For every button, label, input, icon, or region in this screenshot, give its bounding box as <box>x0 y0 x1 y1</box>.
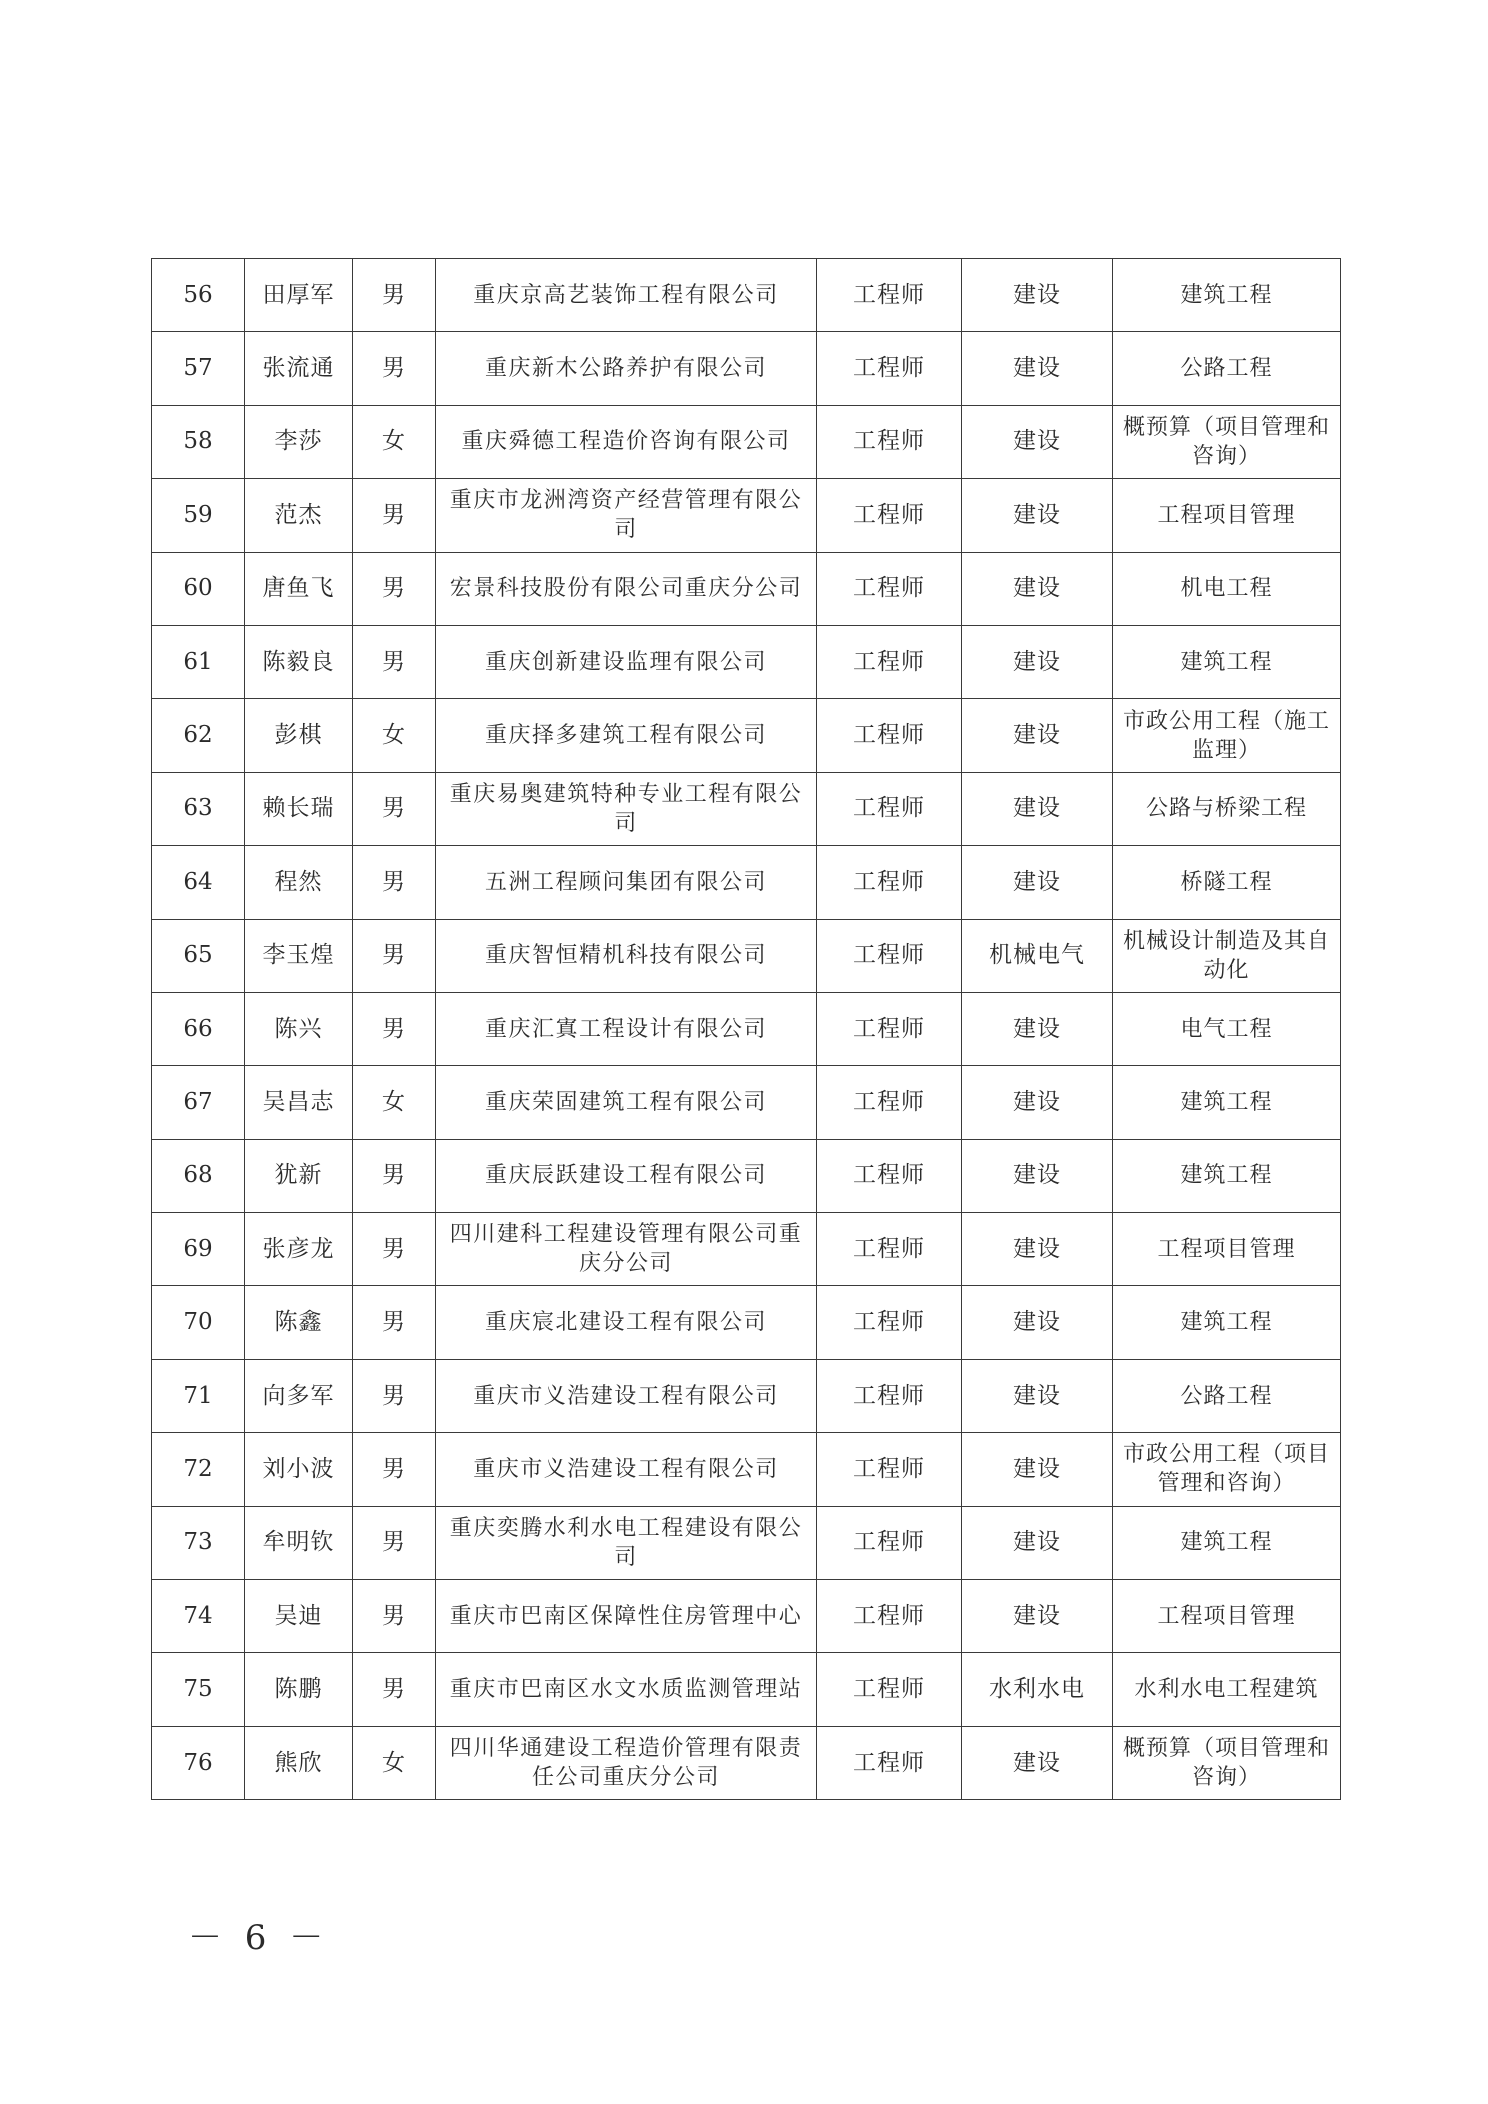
table-row <box>152 1506 1341 1579</box>
professional-title: 工程师 <box>817 1506 962 1579</box>
table-row <box>152 919 1341 992</box>
professional-title: 工程师 <box>817 1286 962 1359</box>
company-name: 重庆京高艺装饰工程有限公司 <box>436 259 817 332</box>
table-row <box>152 332 1341 405</box>
roster-body <box>152 259 1341 1800</box>
person-name: 唐鱼飞 <box>245 552 353 625</box>
professional-title: 工程师 <box>817 1066 962 1139</box>
row-number: 60 <box>152 552 245 625</box>
company-name: 重庆创新建设监理有限公司 <box>436 625 817 698</box>
company-name: 重庆市义浩建设工程有限公司 <box>436 1359 817 1432</box>
specialty: 市政公用工程（施工监理） <box>1113 699 1341 772</box>
company-name: 重庆奕腾水利水电工程建设有限公司 <box>436 1506 817 1579</box>
title-series: 建设 <box>962 1066 1113 1139</box>
specialty: 建筑工程 <box>1113 1506 1341 1579</box>
title-series: 建设 <box>962 992 1113 1065</box>
specialty: 电气工程 <box>1113 992 1341 1065</box>
table-row <box>152 1726 1341 1799</box>
row-number: 57 <box>152 332 245 405</box>
specialty: 建筑工程 <box>1113 1139 1341 1212</box>
person-name: 吴迪 <box>245 1580 353 1653</box>
title-series: 建设 <box>962 332 1113 405</box>
company-name: 重庆市龙洲湾资产经营管理有限公司 <box>436 479 817 552</box>
person-name: 李莎 <box>245 405 353 478</box>
professional-title: 工程师 <box>817 1213 962 1286</box>
professional-title: 工程师 <box>817 846 962 919</box>
gender: 男 <box>353 772 436 845</box>
row-number: 67 <box>152 1066 245 1139</box>
person-name: 陈兴 <box>245 992 353 1065</box>
person-name: 张流通 <box>245 332 353 405</box>
professional-title: 工程师 <box>817 772 962 845</box>
table-row <box>152 699 1341 772</box>
person-name: 犹新 <box>245 1139 353 1212</box>
professional-title: 工程师 <box>817 625 962 698</box>
professional-title: 工程师 <box>817 405 962 478</box>
company-name: 重庆舜德工程造价咨询有限公司 <box>436 405 817 478</box>
specialty: 公路与桥梁工程 <box>1113 772 1341 845</box>
title-series: 建设 <box>962 1506 1113 1579</box>
professional-title: 工程师 <box>817 332 962 405</box>
gender: 男 <box>353 1580 436 1653</box>
professional-title: 工程师 <box>817 699 962 772</box>
gender: 男 <box>353 259 436 332</box>
title-series: 建设 <box>962 405 1113 478</box>
title-series: 建设 <box>962 1139 1113 1212</box>
company-name: 重庆市义浩建设工程有限公司 <box>436 1433 817 1506</box>
row-number: 76 <box>152 1726 245 1799</box>
table-row <box>152 1066 1341 1139</box>
professional-title: 工程师 <box>817 1580 962 1653</box>
professional-title: 工程师 <box>817 1433 962 1506</box>
title-series: 建设 <box>962 1359 1113 1432</box>
title-series: 建设 <box>962 1213 1113 1286</box>
gender: 男 <box>353 1433 436 1506</box>
person-name: 陈鑫 <box>245 1286 353 1359</box>
gender: 男 <box>353 1213 436 1286</box>
specialty: 公路工程 <box>1113 1359 1341 1432</box>
table-row <box>152 772 1341 845</box>
person-name: 程然 <box>245 846 353 919</box>
gender: 男 <box>353 1359 436 1432</box>
table-row <box>152 1433 1341 1506</box>
row-number: 69 <box>152 1213 245 1286</box>
page-number: － 6 － <box>188 1918 330 1958</box>
company-name: 重庆荣固建筑工程有限公司 <box>436 1066 817 1139</box>
title-series: 建设 <box>962 846 1113 919</box>
gender: 男 <box>353 625 436 698</box>
company-name: 四川华通建设工程造价管理有限责任公司重庆分公司 <box>436 1726 817 1799</box>
professional-title: 工程师 <box>817 1359 962 1432</box>
title-series: 建设 <box>962 552 1113 625</box>
title-series: 建设 <box>962 1286 1113 1359</box>
person-name: 赖长瑞 <box>245 772 353 845</box>
person-name: 熊欣 <box>245 1726 353 1799</box>
gender: 男 <box>353 1139 436 1212</box>
professional-title: 工程师 <box>817 992 962 1065</box>
specialty: 工程项目管理 <box>1113 1580 1341 1653</box>
title-series: 建设 <box>962 1433 1113 1506</box>
person-name: 范杰 <box>245 479 353 552</box>
title-series: 建设 <box>962 1726 1113 1799</box>
title-series: 机械电气 <box>962 919 1113 992</box>
row-number: 74 <box>152 1580 245 1653</box>
company-name: 重庆宸北建设工程有限公司 <box>436 1286 817 1359</box>
company-name: 重庆择多建筑工程有限公司 <box>436 699 817 772</box>
company-name: 重庆智恒精机科技有限公司 <box>436 919 817 992</box>
company-name: 宏景科技股份有限公司重庆分公司 <box>436 552 817 625</box>
gender: 男 <box>353 846 436 919</box>
person-name: 牟明钦 <box>245 1506 353 1579</box>
gender: 女 <box>353 699 436 772</box>
professional-title: 工程师 <box>817 1139 962 1212</box>
gender: 女 <box>353 405 436 478</box>
row-number: 61 <box>152 625 245 698</box>
row-number: 68 <box>152 1139 245 1212</box>
person-name: 田厚军 <box>245 259 353 332</box>
professional-title: 工程师 <box>817 479 962 552</box>
gender: 男 <box>353 919 436 992</box>
table-row <box>152 1359 1341 1432</box>
gender: 女 <box>353 1726 436 1799</box>
gender: 男 <box>353 992 436 1065</box>
gender: 男 <box>353 479 436 552</box>
gender: 男 <box>353 1286 436 1359</box>
company-name: 重庆新木公路养护有限公司 <box>436 332 817 405</box>
specialty: 机械设计制造及其自动化 <box>1113 919 1341 992</box>
specialty: 市政公用工程（项目管理和咨询） <box>1113 1433 1341 1506</box>
person-name: 吴昌志 <box>245 1066 353 1139</box>
row-number: 56 <box>152 259 245 332</box>
row-number: 62 <box>152 699 245 772</box>
table-row <box>152 992 1341 1065</box>
company-name: 重庆易奥建筑特种专业工程有限公司 <box>436 772 817 845</box>
person-name: 向多军 <box>245 1359 353 1432</box>
company-name: 四川建科工程建设管理有限公司重庆分公司 <box>436 1213 817 1286</box>
row-number: 73 <box>152 1506 245 1579</box>
specialty: 建筑工程 <box>1113 625 1341 698</box>
title-series: 建设 <box>962 699 1113 772</box>
engineer-roster-table <box>151 258 1341 1800</box>
row-number: 66 <box>152 992 245 1065</box>
table-row <box>152 405 1341 478</box>
company-name: 重庆汇寘工程设计有限公司 <box>436 992 817 1065</box>
specialty: 建筑工程 <box>1113 259 1341 332</box>
title-series: 水利水电 <box>962 1653 1113 1726</box>
company-name: 重庆辰跃建设工程有限公司 <box>436 1139 817 1212</box>
specialty: 建筑工程 <box>1113 1286 1341 1359</box>
specialty: 概预算（项目管理和咨询） <box>1113 1726 1341 1799</box>
specialty: 机电工程 <box>1113 552 1341 625</box>
table-row <box>152 1139 1341 1212</box>
row-number: 72 <box>152 1433 245 1506</box>
person-name: 李玉煌 <box>245 919 353 992</box>
person-name: 彭棋 <box>245 699 353 772</box>
title-series: 建设 <box>962 625 1113 698</box>
person-name: 张彦龙 <box>245 1213 353 1286</box>
row-number: 70 <box>152 1286 245 1359</box>
row-number: 71 <box>152 1359 245 1432</box>
row-number: 64 <box>152 846 245 919</box>
title-series: 建设 <box>962 1580 1113 1653</box>
table-row <box>152 1213 1341 1286</box>
row-number: 58 <box>152 405 245 478</box>
table-row <box>152 846 1341 919</box>
gender: 男 <box>353 332 436 405</box>
specialty: 工程项目管理 <box>1113 1213 1341 1286</box>
row-number: 59 <box>152 479 245 552</box>
row-number: 75 <box>152 1653 245 1726</box>
title-series: 建设 <box>962 259 1113 332</box>
specialty: 桥隧工程 <box>1113 846 1341 919</box>
company-name: 五洲工程顾问集团有限公司 <box>436 846 817 919</box>
specialty: 工程项目管理 <box>1113 479 1341 552</box>
row-number: 65 <box>152 919 245 992</box>
specialty: 公路工程 <box>1113 332 1341 405</box>
person-name: 刘小波 <box>245 1433 353 1506</box>
specialty: 水利水电工程建筑 <box>1113 1653 1341 1726</box>
table-row <box>152 479 1341 552</box>
table-row <box>152 625 1341 698</box>
title-series: 建设 <box>962 772 1113 845</box>
specialty: 建筑工程 <box>1113 1066 1341 1139</box>
professional-title: 工程师 <box>817 919 962 992</box>
table-row <box>152 552 1341 625</box>
company-name: 重庆市巴南区保障性住房管理中心 <box>436 1580 817 1653</box>
specialty: 概预算（项目管理和咨询） <box>1113 405 1341 478</box>
company-name: 重庆市巴南区水文水质监测管理站 <box>436 1653 817 1726</box>
table-row <box>152 259 1341 332</box>
person-name: 陈鹏 <box>245 1653 353 1726</box>
professional-title: 工程师 <box>817 259 962 332</box>
gender: 女 <box>353 1066 436 1139</box>
gender: 男 <box>353 552 436 625</box>
gender: 男 <box>353 1506 436 1579</box>
gender: 男 <box>353 1653 436 1726</box>
table-row <box>152 1286 1341 1359</box>
professional-title: 工程师 <box>817 552 962 625</box>
table-row <box>152 1580 1341 1653</box>
person-name: 陈毅良 <box>245 625 353 698</box>
title-series: 建设 <box>962 479 1113 552</box>
row-number: 63 <box>152 772 245 845</box>
professional-title: 工程师 <box>817 1653 962 1726</box>
professional-title: 工程师 <box>817 1726 962 1799</box>
table-row <box>152 1653 1341 1726</box>
